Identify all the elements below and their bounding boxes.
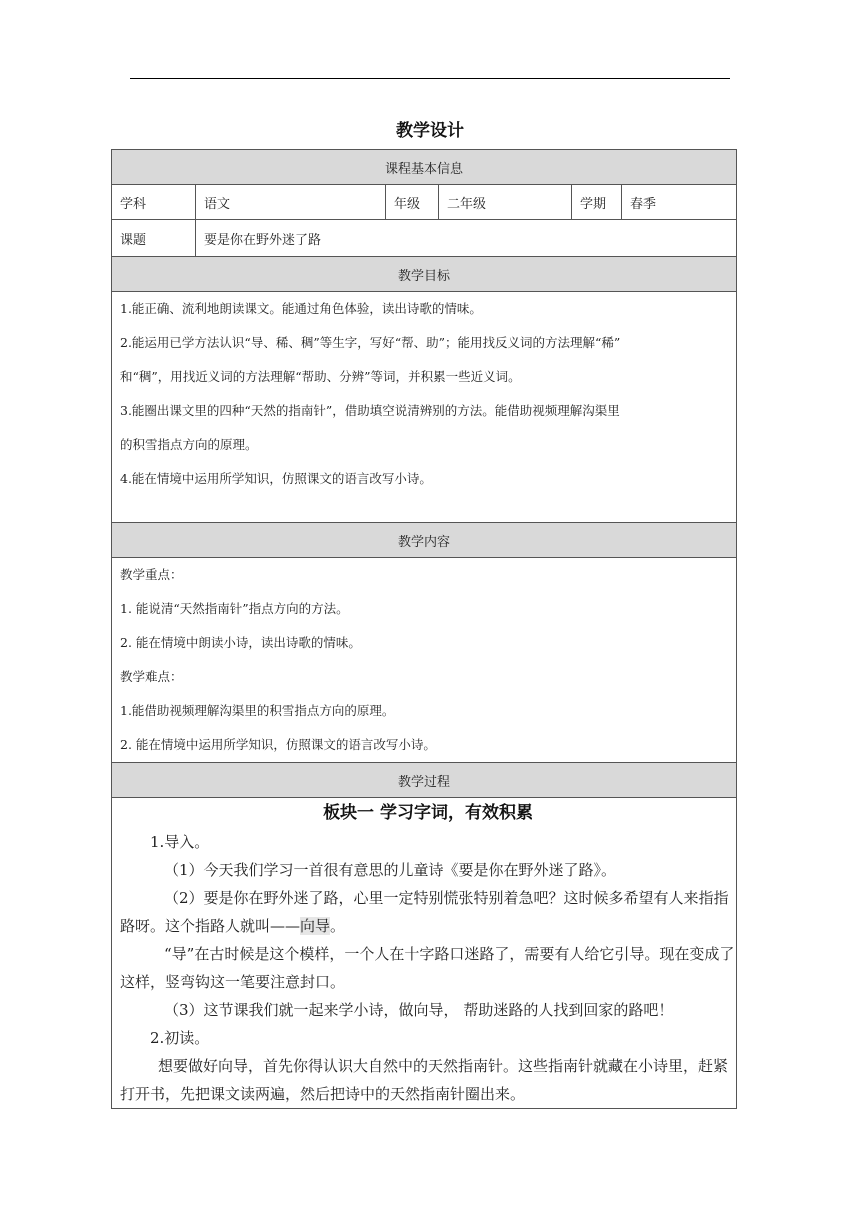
grade-label: 年级	[386, 185, 439, 220]
objective-line: 4.能在情境中运用所学知识，仿照课文的语言改写小诗。	[120, 471, 432, 486]
lesson-plan-table	[111, 149, 737, 1109]
process-paragraph: 想要做好向导，首先你得认识大自然中的天然指南针。这些指南针就藏在小诗里，赶紧打开书，先把课文读两遍，然后把诗中的天然指南针圈出来。	[120, 1057, 729, 1103]
difficulties-label: 教学难点：	[120, 669, 183, 684]
objective-line: 的积雪指点方向的原理。	[120, 437, 258, 452]
difficulty-item: 1.能借助视频理解沟渠里的积雪指点方向的原理。	[120, 703, 395, 718]
section-basic-info: 课程基本信息	[112, 150, 737, 185]
paragraph-text: 。	[330, 917, 346, 935]
topic-label: 课题	[112, 220, 196, 257]
process-body	[112, 798, 737, 1109]
paragraph-text: （2）要是你在野外迷了路，心里一定特别慌张特别着急吧？这时候多希望有人来指指路呀。这个指路人就叫——	[120, 889, 729, 935]
section-process: 教学过程	[112, 763, 737, 798]
document-title: 教学设计	[396, 121, 464, 141]
process-paragraph: （3）这节课我们就一起来学小诗，做向导， 帮助迷路的人找到回家的路吧！	[164, 1001, 674, 1019]
content-body	[112, 558, 737, 763]
term-label: 学期	[572, 185, 622, 220]
topic-value: 要是你在野外迷了路	[196, 220, 737, 257]
objective-line: 3.能圈出课文里的四种“天然的指南针”，借助填空说清辨别的方法。能借助视频理解沟渠里	[120, 403, 620, 418]
key-point-item: 1. 能说清“天然指南针”指点方向的方法。	[120, 601, 349, 616]
objective-line: 和“稠”，用找近义词的方法理解“帮助、分辨”等词，并积累一些近义词。	[120, 369, 521, 384]
block-heading: 板块一 学习字词，有效积累	[323, 803, 533, 823]
process-paragraph: “导”在古时候是这个模样，一个人在十字路口迷路了，需要有人给它引导。现在变成了这样，竖弯钩这一笔要注意封口。	[120, 945, 735, 991]
process-paragraph	[120, 884, 736, 940]
subject-label: 学科	[112, 185, 196, 220]
intro-label: 1.导入。	[150, 833, 210, 851]
key-point-item: 2. 能在情境中朗读小诗，读出诗歌的情味。	[120, 635, 361, 650]
reading-label: 2.初读。	[150, 1029, 210, 1047]
objective-line: 1.能正确、流利地朗读课文。能通过角色体验，读出诗歌的情味。	[120, 301, 482, 316]
term-value: 春季	[622, 185, 737, 220]
subject-value: 语文	[196, 185, 386, 220]
grade-value: 二年级	[439, 185, 572, 220]
process-paragraph: （1）今天我们学习一首很有意思的儿童诗《要是你在野外迷了路》。	[164, 861, 617, 879]
key-points-label: 教学重点：	[120, 567, 183, 582]
section-content: 教学内容	[112, 523, 737, 558]
section-objectives: 教学目标	[112, 257, 737, 292]
highlighted-term: 向导	[300, 917, 331, 935]
objective-line: 2.能运用已学方法认识“导、稀、稠”等生字，写好“帮、助”；能用找反义词的方法理解“稀”	[120, 335, 621, 350]
header-rule	[130, 78, 730, 79]
difficulty-item: 2. 能在情境中运用所学知识，仿照课文的语言改写小诗。	[120, 737, 436, 752]
objectives-body	[112, 292, 737, 523]
